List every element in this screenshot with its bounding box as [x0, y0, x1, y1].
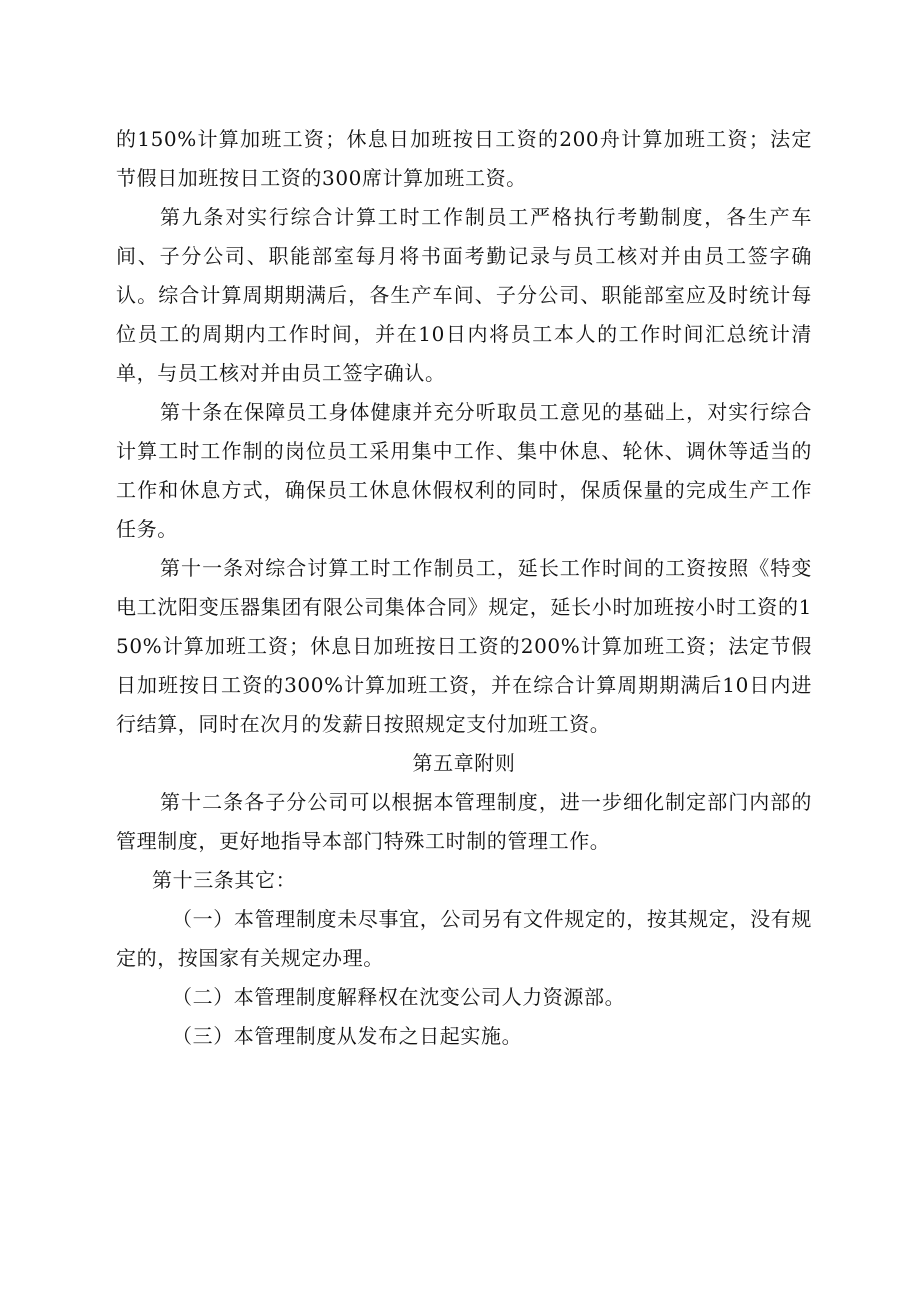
paragraph-overtime-continued: 的150%计算加班工资；休息日加班按日工资的200舟计算加班工资；法定节假日加班按日工资的300席计算加班工资。: [116, 127, 812, 190]
paragraph-article-10: 第十条在保障员工身体健康并充分听取员工意见的基础上，对实行综合计算工时工作制的岗位员工采用集中工作、集中休息、轮休、调休等适当的工作和休息方式，确保员工休息休假权利的同时，保质保量的完成生产工作任务。: [116, 400, 812, 541]
paragraph-article-9: 第九条对实行综合计算工时工作制员工严格执行考勤制度，各生产车间、子分公司、职能部室每月将书面考勤记录与员工核对并由员工签字确认。综合计算周期期满后，各生产车间、子分公司、职能部室应及时统计每位员工的周期内工作时间，并在10日内将员工本人的工作时间汇总统计清单，与员工核对并由员工签字确认。: [116, 205, 812, 385]
document-body: [116, 120, 812, 1056]
paragraph-item-1: （一）本管理制度未尽事宜，公司另有文件规定的，按其规定，没有规定的，按国家有关规定办理。: [116, 907, 812, 970]
chapter-heading: 第五章附则: [412, 751, 516, 775]
paragraph-article-13: 第十三条其它：: [152, 868, 297, 892]
paragraph-article-12: 第十二条各子分公司可以根据本管理制度，进一步细化制定部门内部的管理制度，更好地指导本部门特殊工时制的管理工作。: [116, 790, 812, 853]
paragraph-item-3: （三）本管理制度从发布之日起实施。: [172, 1024, 523, 1048]
paragraph-item-2: （二）本管理制度解释权在沈变公司人力资源部。: [172, 985, 626, 1009]
paragraph-article-11: 第十一条对综合讨算工时工作制员工，延长工作时间的工资按照《特变电工沈阳变压器集团有限公司集体合同》规定，延长小时加班按小时工资的150%计算加班工资；休息日加班按日工资的200%计算加班工资；法定节假日加班按日工资的300%计算加班工资，并在综合计算周期期满后10日内进行结算，同时在次月的发薪日按照规定支付加班工资。: [116, 556, 812, 736]
